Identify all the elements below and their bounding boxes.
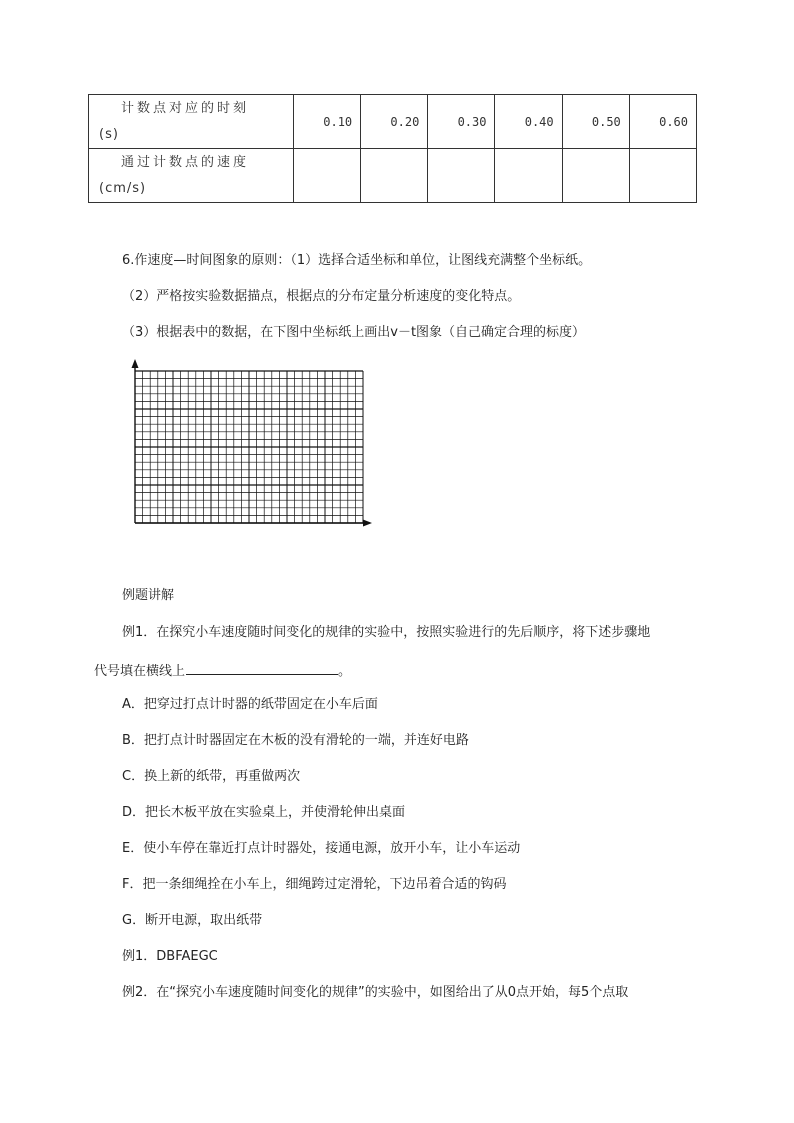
table-row-header: [89, 149, 294, 203]
example-1-prompt: 代号填在横线上: [94, 664, 186, 679]
table-cell-empty[interactable]: [562, 149, 629, 203]
table-cell-empty[interactable]: [428, 149, 495, 203]
table-row-header: [89, 95, 294, 149]
option-c: C．换上新的纸带，再重做两次: [122, 769, 301, 784]
example-1-answer: 例1．DBFAEGC: [122, 949, 218, 964]
answer-blank[interactable]: [186, 660, 338, 675]
y-axis-arrow-icon: [132, 359, 139, 368]
example-1-line-1: 例1．在探究小车速度随时间变化的规律的实验中，按照实验进行的先后顺序，将下述步骤地: [122, 625, 651, 640]
principle-3: （3）根据表中的数据，在下图中坐标纸上画出v－t图象（自己确定合理的标度）: [122, 325, 586, 340]
option-g: G．断开电源，取出纸带: [122, 913, 263, 928]
table-cell: 0.10: [294, 95, 361, 149]
table-row-time: [89, 95, 697, 149]
principle-2: （2）严格按实验数据描点，根据点的分布定量分析速度的变化特点。: [122, 289, 521, 304]
examples-heading: 例题讲解: [122, 588, 175, 603]
option-e: E．使小车停在靠近打点计时器处，接通电源，放开小车，让小车运动: [122, 841, 521, 856]
data-table: [88, 94, 697, 203]
table-cell-empty[interactable]: [495, 149, 562, 203]
example-2-line-1: 例2．在“探究小车速度随时间变化的规律”的实验中，如图给出了从0点开始，每5个点取: [122, 985, 629, 1000]
table-cell: 0.40: [495, 95, 562, 149]
row-label-unit: (s): [99, 126, 119, 142]
principle-6: 6.作速度—时间图象的原则：（1）选择合适坐标和单位，让图线充满整个坐标纸。: [122, 253, 592, 268]
table-row-velocity: [89, 149, 697, 203]
option-d: D．把长木板平放在实验桌上，并使滑轮伸出桌面: [122, 805, 406, 820]
graph-paper[interactable]: [120, 357, 376, 529]
row-label-unit: (cm/s): [99, 180, 147, 196]
example-1-line-2: [94, 660, 351, 681]
table-cell: 0.30: [428, 95, 495, 149]
table-cell: 0.50: [562, 95, 629, 149]
option-a: A．把穿过打点计时器的纸带固定在小车后面: [122, 697, 378, 712]
option-b: B．把打点计时器固定在木板的没有滑轮的一端，并连好电路: [122, 733, 469, 748]
table-cell-empty[interactable]: [294, 149, 361, 203]
option-f: F．把一条细绳拴在小车上，细绳跨过定滑轮，下边吊着合适的钩码: [122, 877, 507, 892]
row-label-line: 计数点对应的时刻: [121, 100, 250, 116]
example-1-period: 。: [338, 664, 352, 679]
table-cell: 0.60: [629, 95, 696, 149]
x-axis-arrow-icon: [363, 520, 372, 527]
table-cell-empty[interactable]: [361, 149, 428, 203]
row-label-line: 通过计数点的速度: [121, 154, 250, 170]
table-cell-empty[interactable]: [629, 149, 696, 203]
grid-lines: [135, 371, 363, 523]
table-cell: 0.20: [361, 95, 428, 149]
